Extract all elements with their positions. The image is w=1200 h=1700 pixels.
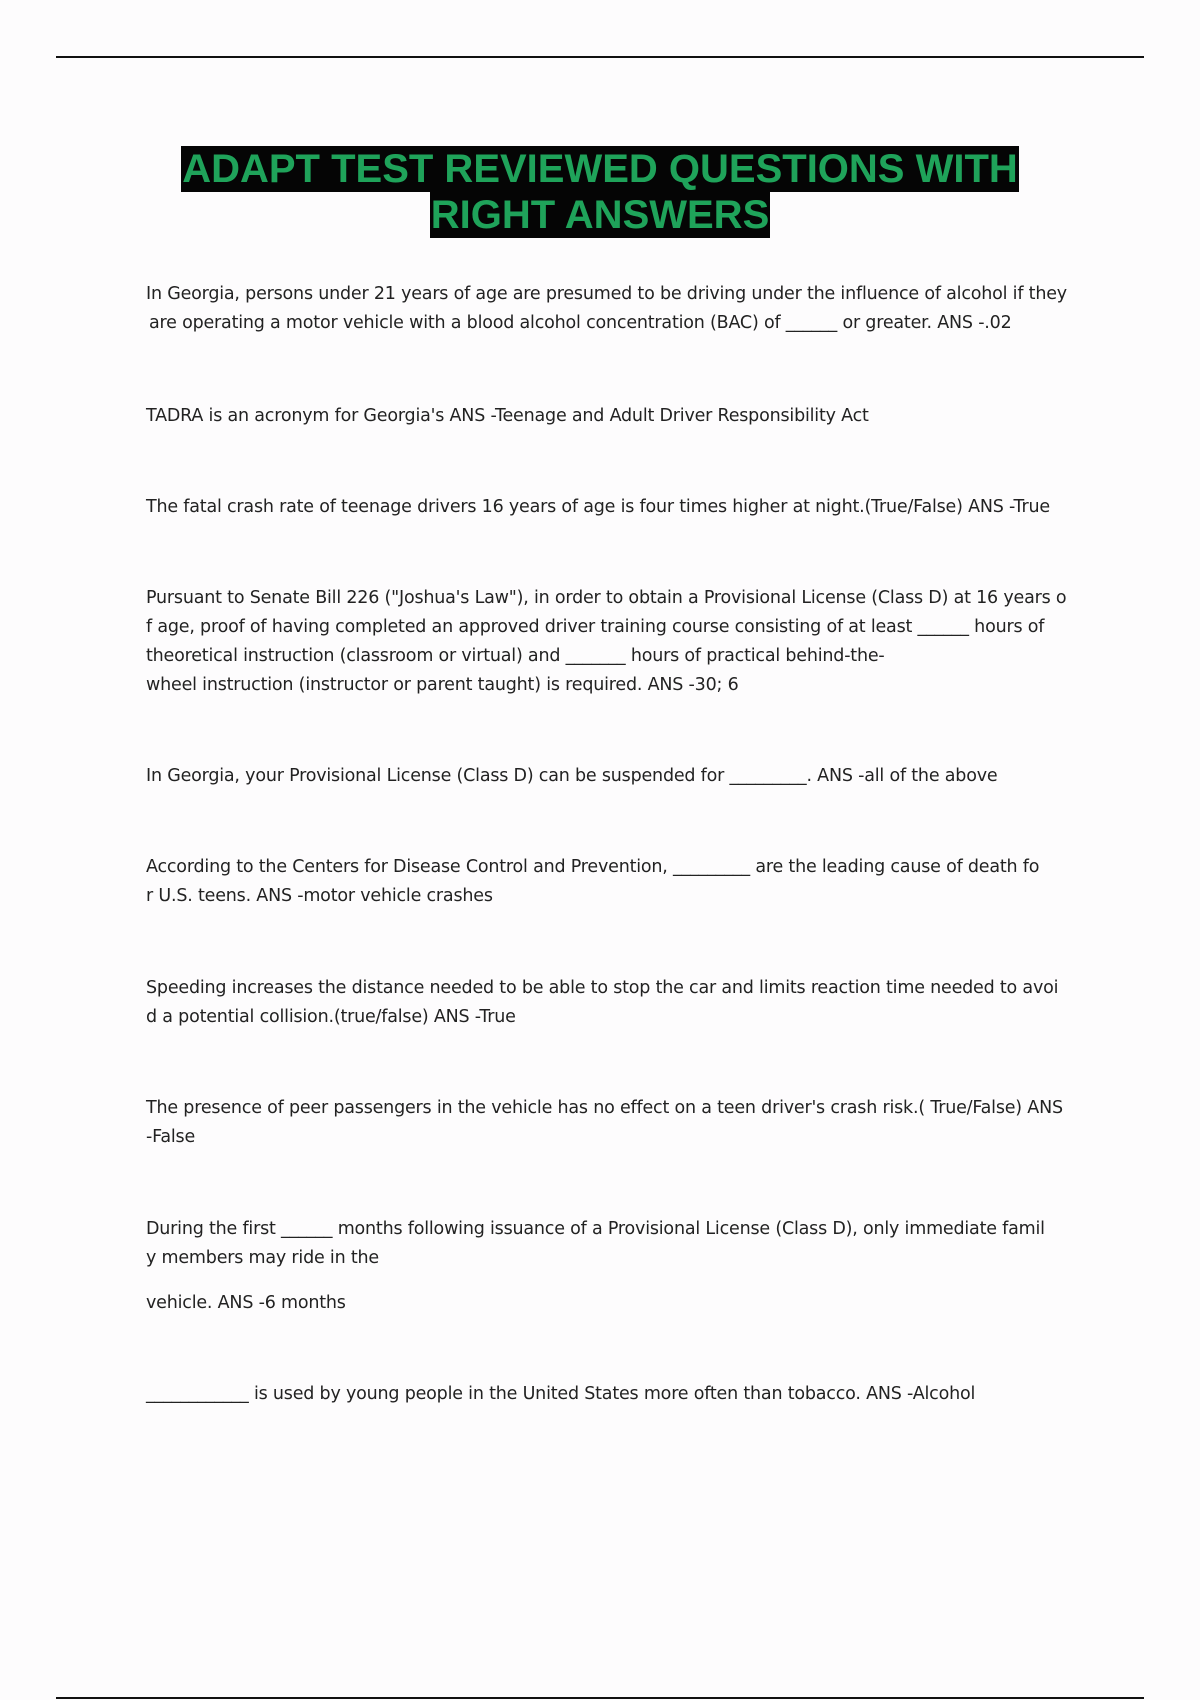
qa-line: f age, proof of having completed an approved driver training course consisting of at least ______ hours of [146, 617, 1045, 637]
qa-line: wheel instruction (instructor or parent taught) is required. ANS -30; 6 [146, 675, 739, 695]
qa-item-7 [146, 974, 1091, 1032]
qa-line: -False [146, 1127, 196, 1147]
qa-line: According to the Centers for Disease Control and Prevention, _________ are the leading cause of death fo [146, 857, 1040, 877]
qa-line: The fatal crash rate of teenage drivers 16 years of age is four times higher at night.(True/False) ANS -True [146, 497, 1050, 517]
qa-item-8 [146, 1094, 1091, 1152]
top-divider [56, 56, 1144, 58]
qa-line: ____________ is used by young people in the United States more often than tobacco. ANS -Alcohol [146, 1384, 976, 1404]
qa-item-3 [146, 493, 1091, 522]
qa-line: theoretical instruction (classroom or virtual) and _______ hours of practical behind-the- [146, 646, 885, 666]
title-line-1: ADAPT TEST REVIEWED QUESTIONS WITH [182, 147, 1018, 191]
qa-line: r U.S. teens. ANS -motor vehicle crashes [146, 886, 493, 906]
qa-line: During the first ______ months following issuance of a Provisional License (Class D), only immediate famil [146, 1219, 1045, 1239]
qa-line: In Georgia, persons under 21 years of age are presumed to be driving under the influence of alcohol if they [146, 284, 1067, 304]
bottom-divider [56, 1697, 1144, 1699]
qa-item-10 [146, 1380, 1091, 1409]
qa-line: d a potential collision.(true/false) ANS -True [146, 1007, 516, 1027]
document-title [0, 146, 1200, 238]
qa-line: TADRA is an acronym for Georgia's ANS -Teenage and Adult Driver Responsibility Act [146, 406, 869, 426]
title-line-2: RIGHT ANSWERS [430, 193, 770, 237]
qa-item-2 [146, 402, 1091, 431]
qa-item-1 [146, 280, 1091, 338]
qa-line: In Georgia, your Provisional License (Class D) can be suspended for _________. ANS -all of the above [146, 766, 998, 786]
qa-item-4 [146, 584, 1091, 700]
qa-line: Speeding increases the distance needed to be able to stop the car and limits reaction time needed to avoi [146, 978, 1059, 998]
qa-item-6 [146, 853, 1091, 911]
qa-line: y members may ride in the [146, 1248, 379, 1268]
qa-line: are operating a motor vehicle with a blood alcohol concentration (BAC) of ______ or greater. ANS -.02 [149, 313, 1012, 333]
qa-line: Pursuant to Senate Bill 226 ("Joshua's Law"), in order to obtain a Provisional License (Class D) at 16 years o [146, 588, 1067, 608]
qa-line: vehicle. ANS -6 months [146, 1293, 346, 1313]
qa-line: The presence of peer passengers in the vehicle has no effect on a teen driver's crash risk.( True/False) ANS [146, 1098, 1063, 1118]
qa-item-5 [146, 762, 1091, 791]
qa-item-9 [146, 1215, 1091, 1318]
